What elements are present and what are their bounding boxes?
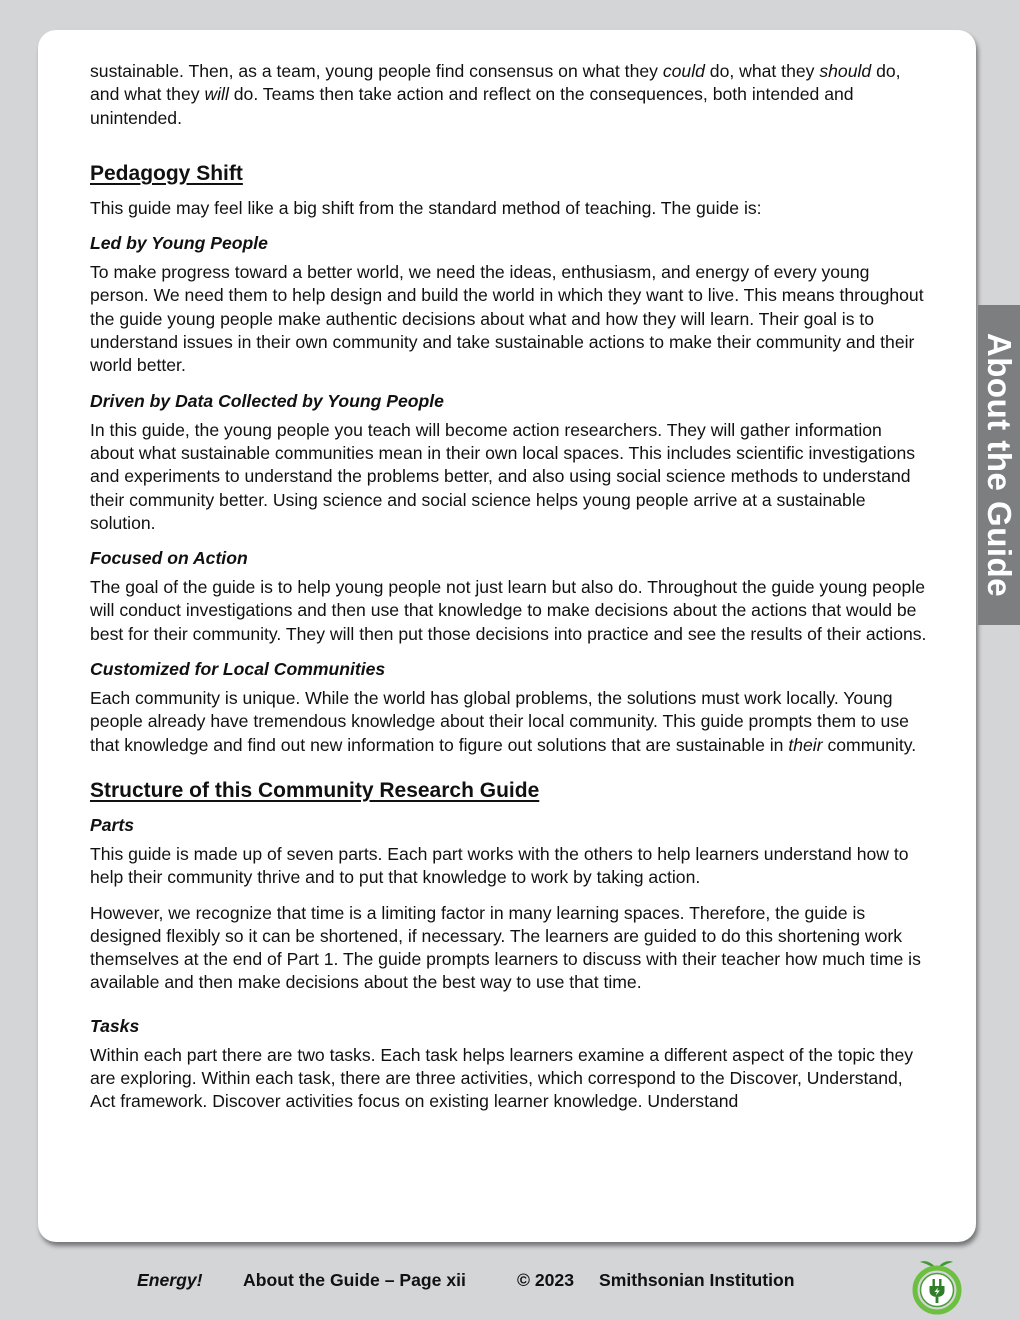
side-tab-label: About the Guide [981, 332, 1018, 598]
tasks-title: Tasks [90, 1015, 140, 1036]
customized-text-b: community. [822, 734, 917, 755]
section-title-customized: Customized for Local Communities [90, 659, 386, 680]
intro-text-2: do, what they [704, 61, 820, 81]
intro-paragraph [90, 60, 930, 130]
intro-text-1: sustainable. Then, as a team, young people find consensus on what they [90, 61, 663, 81]
parts-paragraph-2: However, we recognize that time is a limiting factor in many learning spaces. Therefore, the guide is designed flexibly so it can be shortened, if necessary. The learners are guided to do this shortening work themselves at the end of Part 1. The guide prompts learners to discuss with their teacher how much time is available and then make decisions about the best way to use that time. [90, 902, 921, 993]
pedagogy-heading: Pedagogy Shift [90, 161, 243, 185]
intro-em-will: will [204, 84, 229, 105]
customized-em-their: their [788, 734, 823, 755]
section-title-focused: Focused on Action [90, 548, 248, 569]
intro-text-4: do. Teams then take action and reflect on the consequences, both intended and unintended. [90, 84, 854, 128]
section-title-driven: Driven by Data Collected by Young People [90, 390, 444, 411]
section-text-focused: The goal of the guide is to help young people not just learn but also do. Throughout the guide young people will conduct investigations and then use that knowledge to make decisions about the actions that would be best for their community. They will then put those decisions into practice and see the results of their actions. [90, 577, 927, 644]
intro-text-3: do, and what they [90, 61, 901, 105]
structure-heading: Structure of this Community Research Guide [90, 778, 540, 802]
intro-em-could: could [662, 61, 705, 81]
about-the-guide-tab [978, 305, 1020, 625]
footer-title: Energy! [137, 1270, 203, 1290]
page-footer [0, 1270, 1020, 1294]
page-card [38, 30, 976, 1242]
section-text-led: To make progress toward a better world, we need the ideas, enthusiasm, and energy of every young person. We need them to help design and build the world in which they want to live. This means throughout the guide young people make authentic decisions about what and how they will learn. Their goal is to understand issues in their own community and take sustainable actions to make their community and their world better. [90, 262, 924, 376]
section-title-led: Led by Young People [90, 233, 268, 254]
section-text-customized [90, 687, 930, 757]
energy-plug-apple-icon [911, 1255, 963, 1315]
pedagogy-lead: This guide may feel like a big shift from the standard method of teaching. The guide is: [90, 197, 762, 218]
parts-paragraph-1: This guide is made up of seven parts. Each part works with the others to help learners understand how to help their community thrive and to put that knowledge to work by taking action. [90, 843, 909, 888]
footer-copyright: © 2023 [517, 1270, 574, 1290]
customized-text-a: Each community is unique. While the world has global problems, the solutions must work locally. Young people already have tremendous knowledge about their local community. This guide prompts them to use that knowledge and find out new information to figure out solutions that are sustainable in [90, 688, 909, 755]
intro-em-should: should [819, 61, 872, 81]
footer-page: About the Guide – Page xii [243, 1270, 466, 1290]
section-text-driven: In this guide, the young people you teach will become action researchers. They will gather information about what sustainable communities mean in their own local spaces. This includes scientific investigations and experiments to understand the problems better, and also using social science methods to understand their community better. Using science and social science helps young people arrive at a sustainable solution. [90, 419, 916, 533]
tasks-paragraph-1: Within each part there are two tasks. Each task helps learners examine a different aspect of the topic they are exploring. Within each task, there are three activities, which correspond to the Discover, Understand, Act framework. Discover activities focus on existing learner knowledge. Understand [90, 1044, 914, 1112]
footer-institution: Smithsonian Institution [599, 1270, 795, 1290]
parts-title: Parts [90, 814, 135, 835]
